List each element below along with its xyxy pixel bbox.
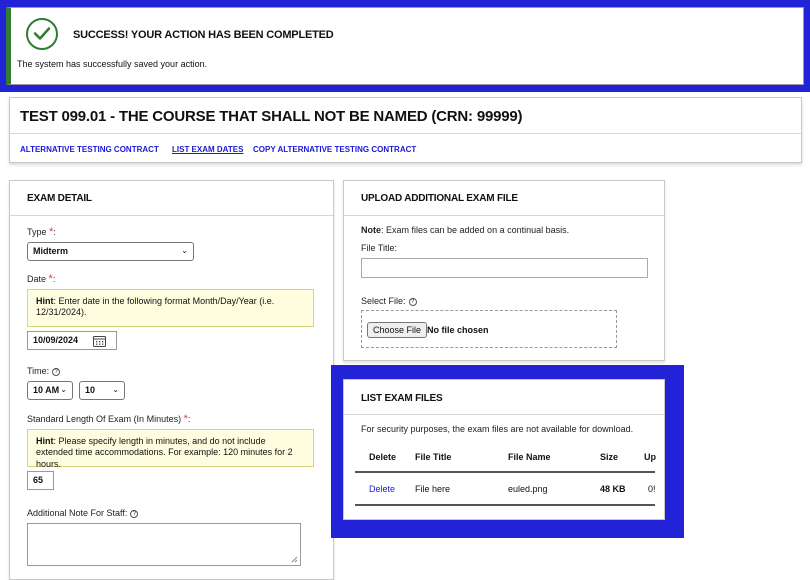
list-files-title: LIST EXAM FILES (361, 393, 443, 404)
upload-title: UPLOAD ADDITIONAL EXAM FILE (361, 193, 518, 204)
column-header-uploaded: Up (644, 452, 656, 462)
time-label-text: Time: (27, 366, 50, 376)
note-textarea[interactable] (27, 523, 301, 566)
file-size-cell: 48 KB (600, 484, 626, 494)
success-banner (6, 7, 804, 85)
upload-note-text: : Exam files can be added on a continual basis. (381, 225, 570, 235)
divider (10, 133, 801, 134)
column-header-delete: Delete (369, 452, 397, 462)
column-header-file-title: File Title (415, 452, 452, 462)
length-label (27, 413, 190, 425)
date-hint-text: : Enter date in the following format Month/Day/Year (i.e. 12/31/2024). (36, 296, 275, 318)
time-hour-select[interactable] (27, 381, 73, 400)
length-hint (27, 429, 314, 467)
select-file-label-text: Select File: (361, 296, 406, 306)
note-label (27, 508, 138, 518)
length-hint-text: : Please specify length in minutes, and do not include extended time accommodations. For example: 120 minutes for 2 hours. (36, 436, 293, 469)
tab-alternative-testing-contract[interactable]: ALTERNATIVE TESTING CONTRACT (20, 145, 159, 154)
chevron-down-icon: ⌄ (60, 385, 67, 394)
exam-detail-title: EXAM DETAIL (27, 193, 92, 204)
time-hour-value: 10 AM (33, 385, 60, 395)
success-message: The system has successfully saved your action. (17, 59, 208, 69)
required-mark: * (49, 226, 54, 238)
help-icon[interactable]: ? (52, 368, 60, 376)
file-title-cell: File here (415, 484, 451, 494)
delete-file-link[interactable]: Delete (369, 484, 396, 494)
chevron-down-icon: ⌄ (181, 246, 188, 255)
date-label (27, 273, 55, 285)
type-select-value: Midterm (33, 246, 69, 256)
chevron-down-icon: ⌄ (112, 385, 119, 394)
help-icon[interactable]: ? (130, 510, 138, 518)
help-icon[interactable]: ? (409, 298, 417, 306)
upload-note (361, 225, 569, 235)
column-header-file-name: File Name (508, 452, 551, 462)
divider (355, 471, 655, 473)
file-title-input[interactable] (361, 258, 648, 278)
file-title-label: File Title: (361, 243, 398, 253)
tab-copy-alternative-testing-contract[interactable]: COPY ALTERNATIVE TESTING CONTRACT (253, 145, 417, 154)
file-name-cell: euled.png (508, 484, 548, 494)
length-label-text: Standard Length Of Exam (In Minutes) (27, 414, 182, 424)
resize-handle-icon[interactable] (291, 556, 298, 563)
no-file-status: No file chosen (427, 325, 489, 335)
label-colon: : (53, 227, 56, 237)
time-label (27, 366, 60, 376)
note-label-text: Additional Note For Staff: (27, 508, 128, 518)
type-label-text: Type (27, 227, 47, 237)
hint-label: Hint (36, 436, 54, 446)
label-colon: : (52, 274, 56, 284)
divider (355, 504, 655, 506)
length-input-value: 65 (33, 475, 44, 485)
calendar-icon[interactable] (93, 334, 106, 352)
time-minute-select[interactable] (79, 381, 125, 400)
select-file-label (361, 296, 417, 306)
course-title: TEST 099.01 - THE COURSE THAT SHALL NOT BE NAMED (CRN: 99999) (20, 108, 523, 125)
file-uploaded-cell: 0! (648, 484, 656, 494)
length-input[interactable] (27, 471, 54, 490)
date-input-value: 10/09/2024 (33, 335, 79, 345)
required-mark: * (183, 413, 188, 425)
files-table[interactable] (344, 380, 656, 519)
required-mark: * (48, 273, 53, 285)
choose-file-button[interactable]: Choose File (367, 322, 427, 338)
time-minute-value: 10 (85, 385, 96, 395)
check-circle-icon (26, 18, 58, 50)
date-label-text: Date (27, 274, 47, 284)
exam-detail-panel (9, 180, 334, 580)
tab-list-exam-dates[interactable]: LIST EXAM DATES (172, 145, 244, 154)
date-hint (27, 289, 314, 327)
hint-label: Hint (36, 296, 54, 306)
success-title: SUCCESS! YOUR ACTION HAS BEEN COMPLETED (73, 29, 334, 41)
divider (344, 215, 664, 216)
divider (10, 215, 333, 216)
security-note: For security purposes, the exam files are not available for download. (361, 424, 634, 434)
column-header-size: Size (600, 452, 619, 462)
label-colon: : (187, 414, 191, 424)
note-bold: Note (361, 225, 381, 235)
type-label (27, 226, 56, 238)
type-select[interactable] (27, 242, 194, 261)
